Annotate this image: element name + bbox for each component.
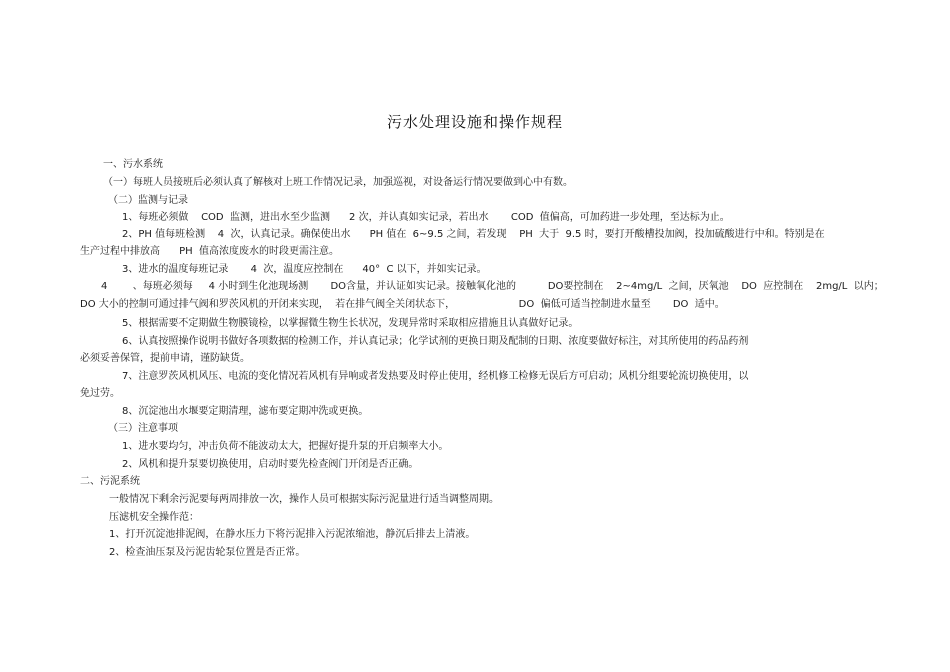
- paragraph-line: 7、注意罗茨风机风压、电流的变化情况若风机有异响或者发热要及时停止使用，经机修工检修无误后方可启动；风机分组要轮流切换使用，以: [122, 371, 749, 382]
- paragraph-line: 3、进水的温度每班记录 4 次，温度应控制在 40° C 以下，并如实记录。: [122, 264, 487, 275]
- section-heading-sludge: 二、污泥系统: [80, 476, 140, 487]
- paragraph-line: 8、沉淀池出水堰要定期清理，滤布要定期冲洗或更换。: [122, 406, 369, 417]
- paragraph-line: 1、每班必须做 COD 监测，进出水至少监测 2 次，并认真如实记录，若出水 COD 值偏高，可加药进一步处理，至达标为止。: [122, 212, 730, 223]
- subsection-heading: （二）监测与记录: [108, 195, 188, 206]
- paragraph-line: 2、检查油压泵及污泥齿轮泵位置是否正常。: [109, 547, 306, 558]
- section-heading-sewage: 一、污水系统: [103, 159, 163, 170]
- paragraph-line: （一）每班人员接班后必须认真了解核对上班工作情况记录，加强巡视，对设备运行情况要做到心中有数。: [103, 177, 573, 188]
- paragraph-line: 5、根据需要不定期做生物膜镜检，以掌握微生物生长状况，发现异常时采取相应措施且认真做好记录。: [122, 318, 579, 329]
- document-title: 污水处理设施和操作规程: [386, 113, 563, 131]
- paragraph-line: 4 、每班必须每 4 小时到生化池现场测 DO含量，并认证如实记录。接触氧化池的 DO要控制在 2~4mg/L 之间，厌氧池 DO 应控制在 2mg/L 以内；: [101, 281, 884, 292]
- paragraph-line: 2、PH 值每班检测 4 次，认真记录。确保使出水 PH 值在 6~9.5 之间，若发现 PH 大于 9.5 时，要打开酸槽投加阀，投加硫酸进行中和。特别是在: [122, 229, 825, 240]
- paragraph-line: 免过劳。: [80, 388, 120, 399]
- paragraph-line: 2、风机和提升泵要切换使用，启动时要先检查阀门开闭是否正确。: [122, 459, 419, 470]
- paragraph-line: 生产过程中排放高 PH 值高浓度废水的时段更需注意。: [80, 246, 339, 257]
- paragraph-line: DO 大小的控制可通过排气阀和罗茨风机的开闭来实现， 若在排气阀全关闭状态下， DO 偏低可适当控制进水量至 DO 适中。: [80, 299, 725, 310]
- paragraph-line: 1、打开沉淀池排泥阀，在静水压力下将污泥排入污泥浓缩池，静沉后排去上清液。: [109, 529, 476, 540]
- paragraph-line: 1、进水要均匀，冲击负荷不能波动太大，把握好提升泵的开启频率大小。: [122, 441, 449, 452]
- paragraph-line: 压滤机安全操作范：: [109, 512, 199, 523]
- subsection-heading: （三）注意事项: [108, 423, 178, 434]
- paragraph-line: 必须妥善保管，提前申请，谨防缺货。: [80, 353, 250, 364]
- paragraph-line: 6、认真按照操作说明书做好各项数据的检测工作，并认真记录；化学试剂的更换日期及配制的日期、浓度要做好标注，对其所使用的药品药剂: [122, 336, 749, 347]
- paragraph-line: 一般情况下剩余污泥要每两周排放一次，操作人员可根据实际污泥量进行适当调整周期。: [109, 494, 499, 505]
